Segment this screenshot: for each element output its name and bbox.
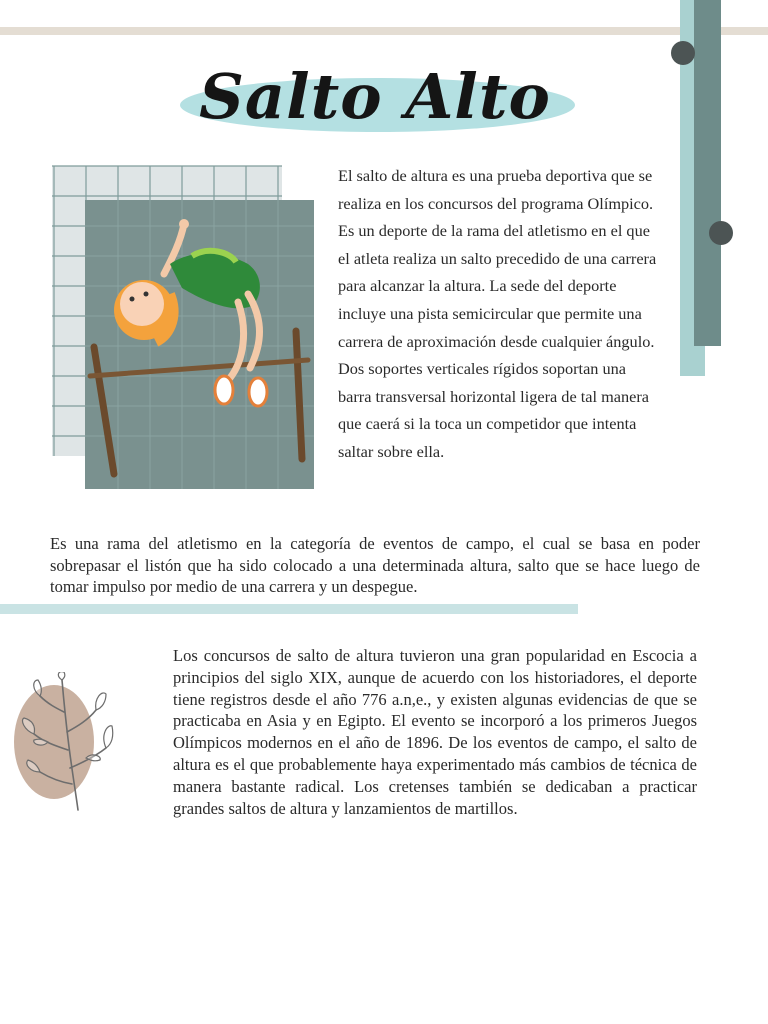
decorative-vertical-bar-dark [694, 0, 721, 346]
section-divider [0, 604, 578, 614]
history-paragraph: Los concursos de salto de altura tuvieron una gran popularidad en Escocia a principios del siglo XIX, aunque de acuerdo con los historiadores, el deporte tiene registros desde el año 776 a.n,e., y existen algunas evidencias de que se practicaba en Asia y en Egipto. El evento se incorporó a los primeros Juegos Olímpicos modernos en el año de 1896. De los eventos de campo, el salto de altura es el que probablemente haya experimentado más cambios de técnica de manera bastante radical. Los cretenses también se dedicaban a practicar grandes saltos de altura y lanzamientos de martillos. [173, 646, 697, 818]
leaf-branch-decoration [12, 672, 116, 812]
intro-text: El salto de altura es una prueba deportiva que se realiza en los concursos del programa Olímpico. Es un deporte de la rama del atletismo en el que el atleta realiza un salto precedido de una carrera para alcanzar la altura. La sede del deporte incluye una pista semicircular que permite una carrera de aproximación desde cualquier ángulo. Dos soportes verticales rígidos soportan una barra transversal horizontal ligera de tal manera que caerá si la toca un competidor que intenta saltar sobre ella. [338, 166, 657, 461]
top-divider [0, 27, 768, 35]
decorative-dot [709, 221, 733, 245]
body-paragraph: Es una rama del atletismo en la categoría de eventos de campo, el cual se basa en poder sobrepasar el listón que ha sido colocado a una determinada altura, salto que se hace luego de tomar impulso por medio de una carrera y un despegue. [50, 534, 700, 597]
high-jump-athlete-illustration [52, 164, 318, 494]
decorative-dot [671, 41, 695, 65]
page-title: Salto Alto [199, 60, 551, 133]
